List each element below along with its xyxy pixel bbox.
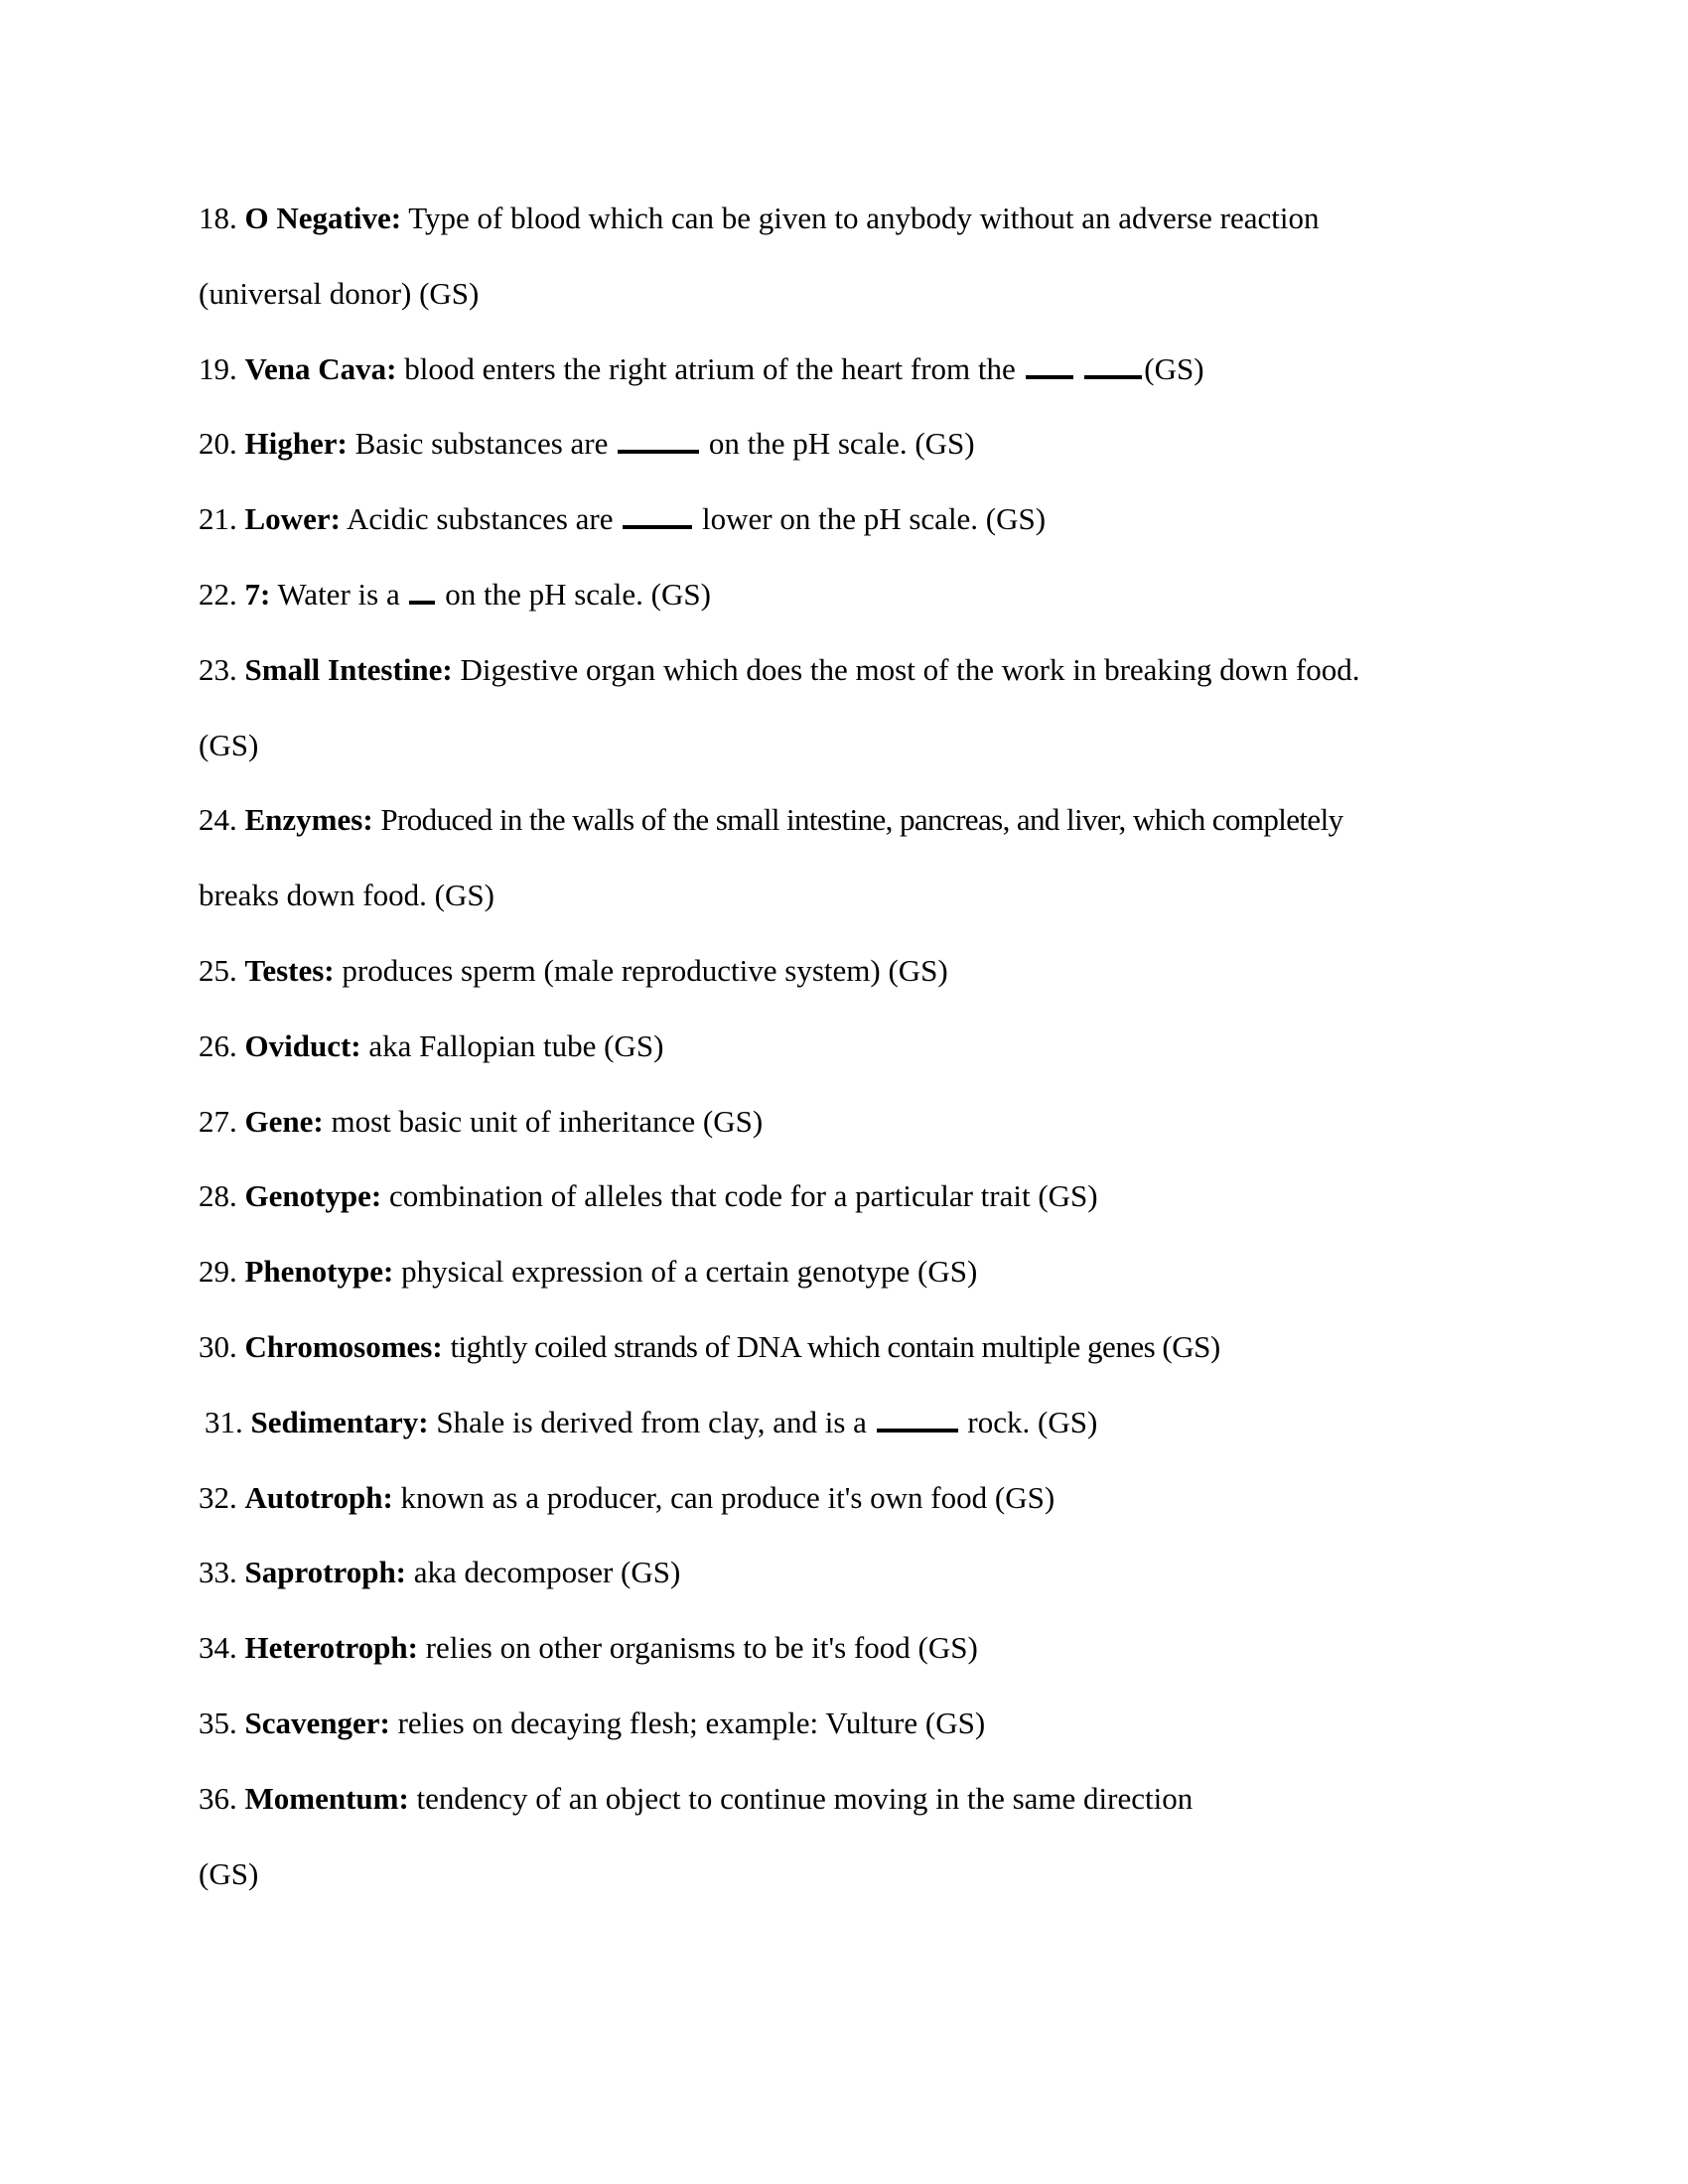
item-term: Genotype: <box>244 1178 382 1214</box>
item-definition: relies on other organisms to be it's food (GS) <box>425 1630 978 1666</box>
worksheet-page <box>199 195 1489 1925</box>
item-definition: aka Fallopian tube (GS) <box>368 1027 664 1063</box>
list-item-18 <box>199 195 1489 270</box>
item-term: Gene: <box>244 1103 324 1139</box>
item-definition-after: rock. (GS) <box>967 1404 1098 1439</box>
item-number: 28. <box>199 1178 237 1214</box>
item-term: Vena Cava: <box>244 350 397 386</box>
item-term: Oviduct: <box>244 1027 361 1063</box>
item-term: Scavenger: <box>244 1705 390 1740</box>
list-item-36 <box>199 1775 1489 1850</box>
item-number: 22. <box>199 576 237 612</box>
list-item-31 <box>199 1399 1489 1474</box>
item-definition-continued: (GS) <box>199 727 259 762</box>
item-definition: Produced in the walls of the small intestine, pancreas, and liver, which completely <box>380 802 1343 838</box>
item-definition-continued: breaks down food. (GS) <box>199 878 494 913</box>
item-number: 19. <box>199 350 237 386</box>
fill-in-blank <box>1026 349 1073 379</box>
item-number: 30. <box>199 1328 237 1364</box>
item-definition: combination of alleles that code for a particular trait (GS) <box>389 1178 1098 1214</box>
item-definition: known as a producer, can produce it's own food (GS) <box>400 1479 1055 1515</box>
item-term: Small Intestine: <box>244 651 453 687</box>
fill-in-blank <box>1084 349 1142 379</box>
item-definition: Digestive organ which does the most of the work in breaking down food. <box>460 651 1360 687</box>
item-number: 23. <box>199 651 237 687</box>
item-definition: produces sperm (male reproductive system) (GS) <box>342 952 948 988</box>
item-definition: aka decomposer (GS) <box>413 1555 681 1590</box>
list-item-36-continuation <box>199 1850 1489 1926</box>
item-number: 32. <box>199 1479 237 1515</box>
fill-in-blank <box>623 499 692 529</box>
item-number: 36. <box>199 1780 237 1816</box>
item-number: 29. <box>199 1254 237 1290</box>
item-term: Phenotype: <box>244 1254 394 1290</box>
item-definition-after: on the pH scale. (GS) <box>708 426 975 462</box>
item-term: Testes: <box>244 952 335 988</box>
item-source: (GS) <box>1144 350 1204 386</box>
item-definition: Water is a <box>277 576 400 612</box>
item-term: Saprotroph: <box>244 1555 407 1590</box>
item-number: 20. <box>199 426 237 462</box>
item-definition-continued: (GS) <box>199 1855 259 1891</box>
list-item-19 <box>199 345 1489 421</box>
list-item-28 <box>199 1172 1489 1248</box>
item-term: Heterotroph: <box>244 1630 418 1666</box>
item-definition: most basic unit of inheritance (GS) <box>331 1103 764 1139</box>
list-item-20 <box>199 420 1489 495</box>
item-number: 35. <box>199 1705 237 1740</box>
item-definition-after: on the pH scale. (GS) <box>445 576 711 612</box>
item-definition: tightly coiled strands of DNA which contain multiple genes (GS) <box>450 1328 1220 1364</box>
item-definition: blood enters the right atrium of the heart from the <box>404 350 1016 386</box>
list-item-26 <box>199 1023 1489 1098</box>
item-number: 26. <box>199 1027 237 1063</box>
item-term: Lower: <box>244 501 341 537</box>
list-item-22 <box>199 571 1489 646</box>
list-item-35 <box>199 1700 1489 1775</box>
item-term: Autotroph: <box>244 1479 393 1515</box>
list-item-21 <box>199 495 1489 571</box>
list-item-34 <box>199 1624 1489 1700</box>
item-number: 27. <box>199 1103 237 1139</box>
item-definition: tendency of an object to continue moving in the same direction <box>416 1780 1194 1816</box>
list-item-24-continuation <box>199 872 1489 947</box>
item-term: Sedimentary: <box>250 1404 429 1439</box>
item-definition: relies on decaying flesh; example: Vulture (GS) <box>397 1705 986 1740</box>
list-item-25 <box>199 947 1489 1023</box>
list-item-24 <box>199 796 1489 872</box>
item-definition-continued: (universal donor) (GS) <box>199 275 480 311</box>
fill-in-blank <box>409 575 435 605</box>
item-number: 21. <box>199 501 237 537</box>
item-definition: physical expression of a certain genotype (GS) <box>401 1254 978 1290</box>
list-item-33 <box>199 1549 1489 1624</box>
item-term: Enzymes: <box>244 802 373 838</box>
item-number: 18. <box>199 201 237 235</box>
item-definition-after: lower on the pH scale. (GS) <box>702 501 1047 537</box>
item-number: 31. <box>205 1404 243 1439</box>
item-term: Higher: <box>244 426 348 462</box>
item-definition: Shale is derived from clay, and is a <box>436 1404 867 1439</box>
item-term: Chromosomes: <box>244 1328 443 1364</box>
list-item-29 <box>199 1248 1489 1323</box>
item-number: 34. <box>199 1630 237 1666</box>
item-term: O Negative: <box>244 201 402 235</box>
list-item-23 <box>199 646 1489 722</box>
item-definition: Basic substances are <box>354 426 609 462</box>
list-item-30 <box>199 1323 1489 1399</box>
item-term: Momentum: <box>244 1780 409 1816</box>
item-number: 24. <box>199 802 237 838</box>
fill-in-blank <box>618 424 699 454</box>
list-item-27 <box>199 1098 1489 1173</box>
list-item-32 <box>199 1474 1489 1550</box>
item-number: 33. <box>199 1555 237 1590</box>
item-term: 7: <box>244 576 271 612</box>
item-definition: Acidic substances are <box>346 501 614 537</box>
list-item-18-continuation <box>199 270 1489 345</box>
list-item-23-continuation <box>199 722 1489 797</box>
fill-in-blank <box>877 1403 958 1433</box>
item-number: 25. <box>199 952 237 988</box>
item-definition: Type of blood which can be given to anybody without an adverse reaction <box>408 201 1320 235</box>
